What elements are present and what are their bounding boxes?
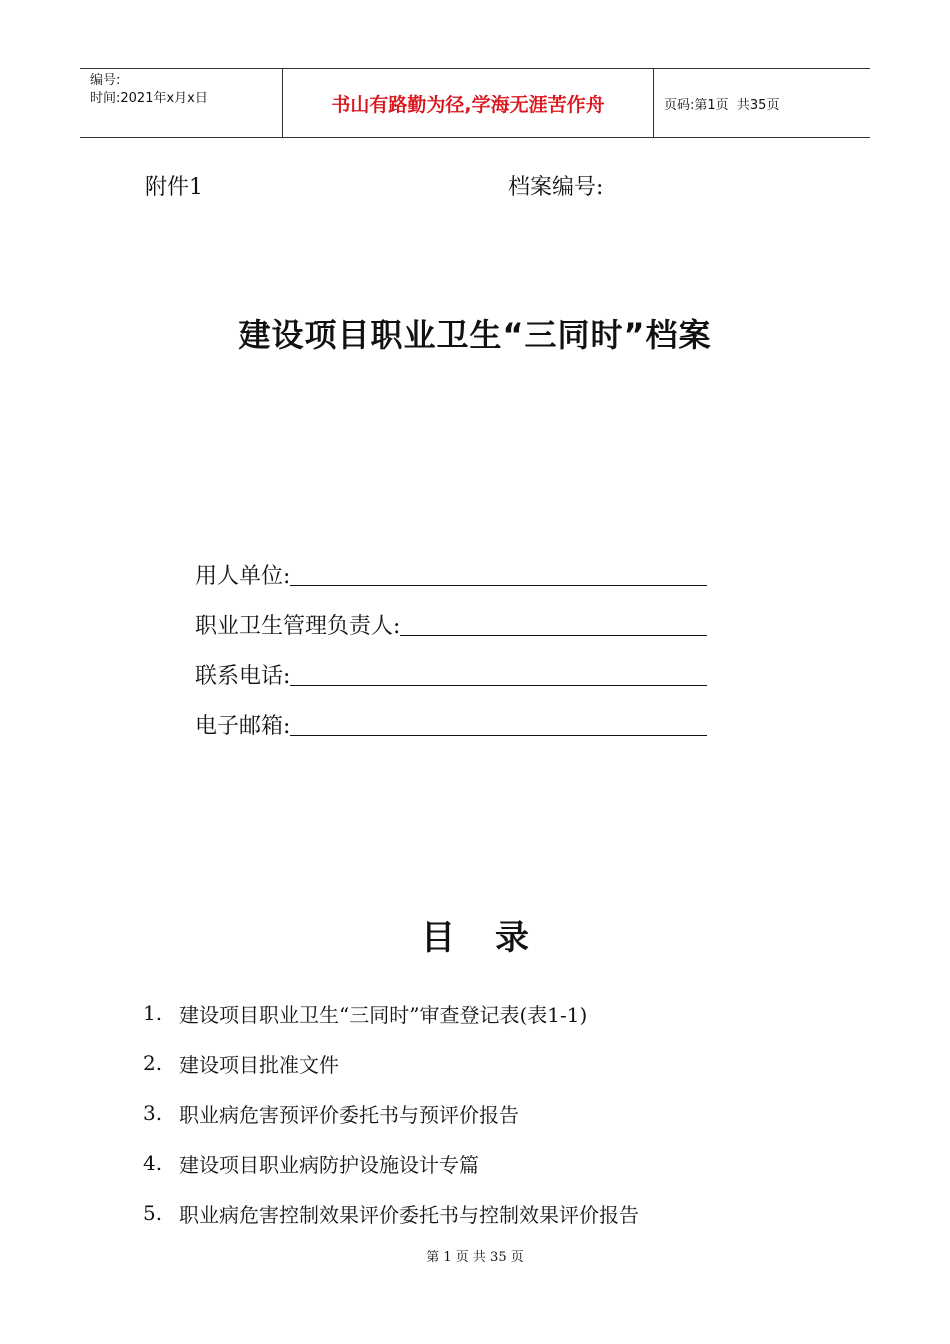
contact-form <box>195 540 707 740</box>
toc-item <box>143 988 843 1038</box>
toc-item-number: 2. <box>143 1051 163 1075</box>
toc-title-char-1: 目 <box>421 918 455 958</box>
toc-item-number: 4. <box>143 1151 163 1175</box>
archive-number-label: 档案编号: <box>508 175 604 200</box>
form-row-employer <box>195 540 707 590</box>
form-blank-email[interactable] <box>290 711 707 736</box>
form-label-employer: 用人单位: <box>195 564 291 589</box>
toc-item-text: 建设项目职业病防护设施设计专篇 <box>179 1152 479 1177</box>
header-number-label: 编号: <box>90 73 121 88</box>
header-meta <box>80 69 282 137</box>
table-of-contents <box>143 988 843 1238</box>
document-title: 建设项目职业卫生“三同时”档案 <box>238 316 712 354</box>
header-time-label: 时间:2021年x月x日 <box>90 91 208 106</box>
form-label-email: 电子邮箱: <box>195 714 291 739</box>
header-page-info-text: 页码:第1页 共35页 <box>664 97 780 113</box>
toc-item <box>143 1088 843 1138</box>
header-motto: 书山有路勤为径,学海无涯苦作舟 <box>282 69 654 137</box>
form-row-email <box>195 690 707 740</box>
form-label-phone: 联系电话: <box>195 664 291 689</box>
form-blank-employer[interactable] <box>290 561 707 586</box>
form-blank-phone[interactable] <box>290 661 707 686</box>
toc-item-text: 职业病危害预评价委托书与预评价报告 <box>179 1102 519 1127</box>
page-header <box>80 68 870 138</box>
toc-item-text: 建设项目职业卫生“三同时”审查登记表(表1-1) <box>179 1002 588 1027</box>
page-footer: 第 1 页 共 35 页 <box>426 1250 524 1265</box>
form-row-phone <box>195 640 707 690</box>
form-label-manager: 职业卫生管理负责人: <box>195 614 401 639</box>
toc-title <box>0 910 950 959</box>
form-row-manager <box>195 590 707 640</box>
toc-title-char-2: 录 <box>495 918 529 958</box>
toc-item-number: 3. <box>143 1101 163 1125</box>
toc-item-text: 建设项目批准文件 <box>179 1052 339 1077</box>
toc-item-number: 5. <box>143 1201 163 1225</box>
attachment-label: 附件1 <box>145 175 203 200</box>
toc-item <box>143 1138 843 1188</box>
toc-item-text: 职业病危害控制效果评价委托书与控制效果评价报告 <box>179 1202 639 1227</box>
toc-item <box>143 1038 843 1088</box>
header-page-info <box>654 69 870 137</box>
form-blank-manager[interactable] <box>400 611 707 636</box>
toc-item <box>143 1188 843 1238</box>
toc-item-number: 1. <box>143 1001 163 1025</box>
